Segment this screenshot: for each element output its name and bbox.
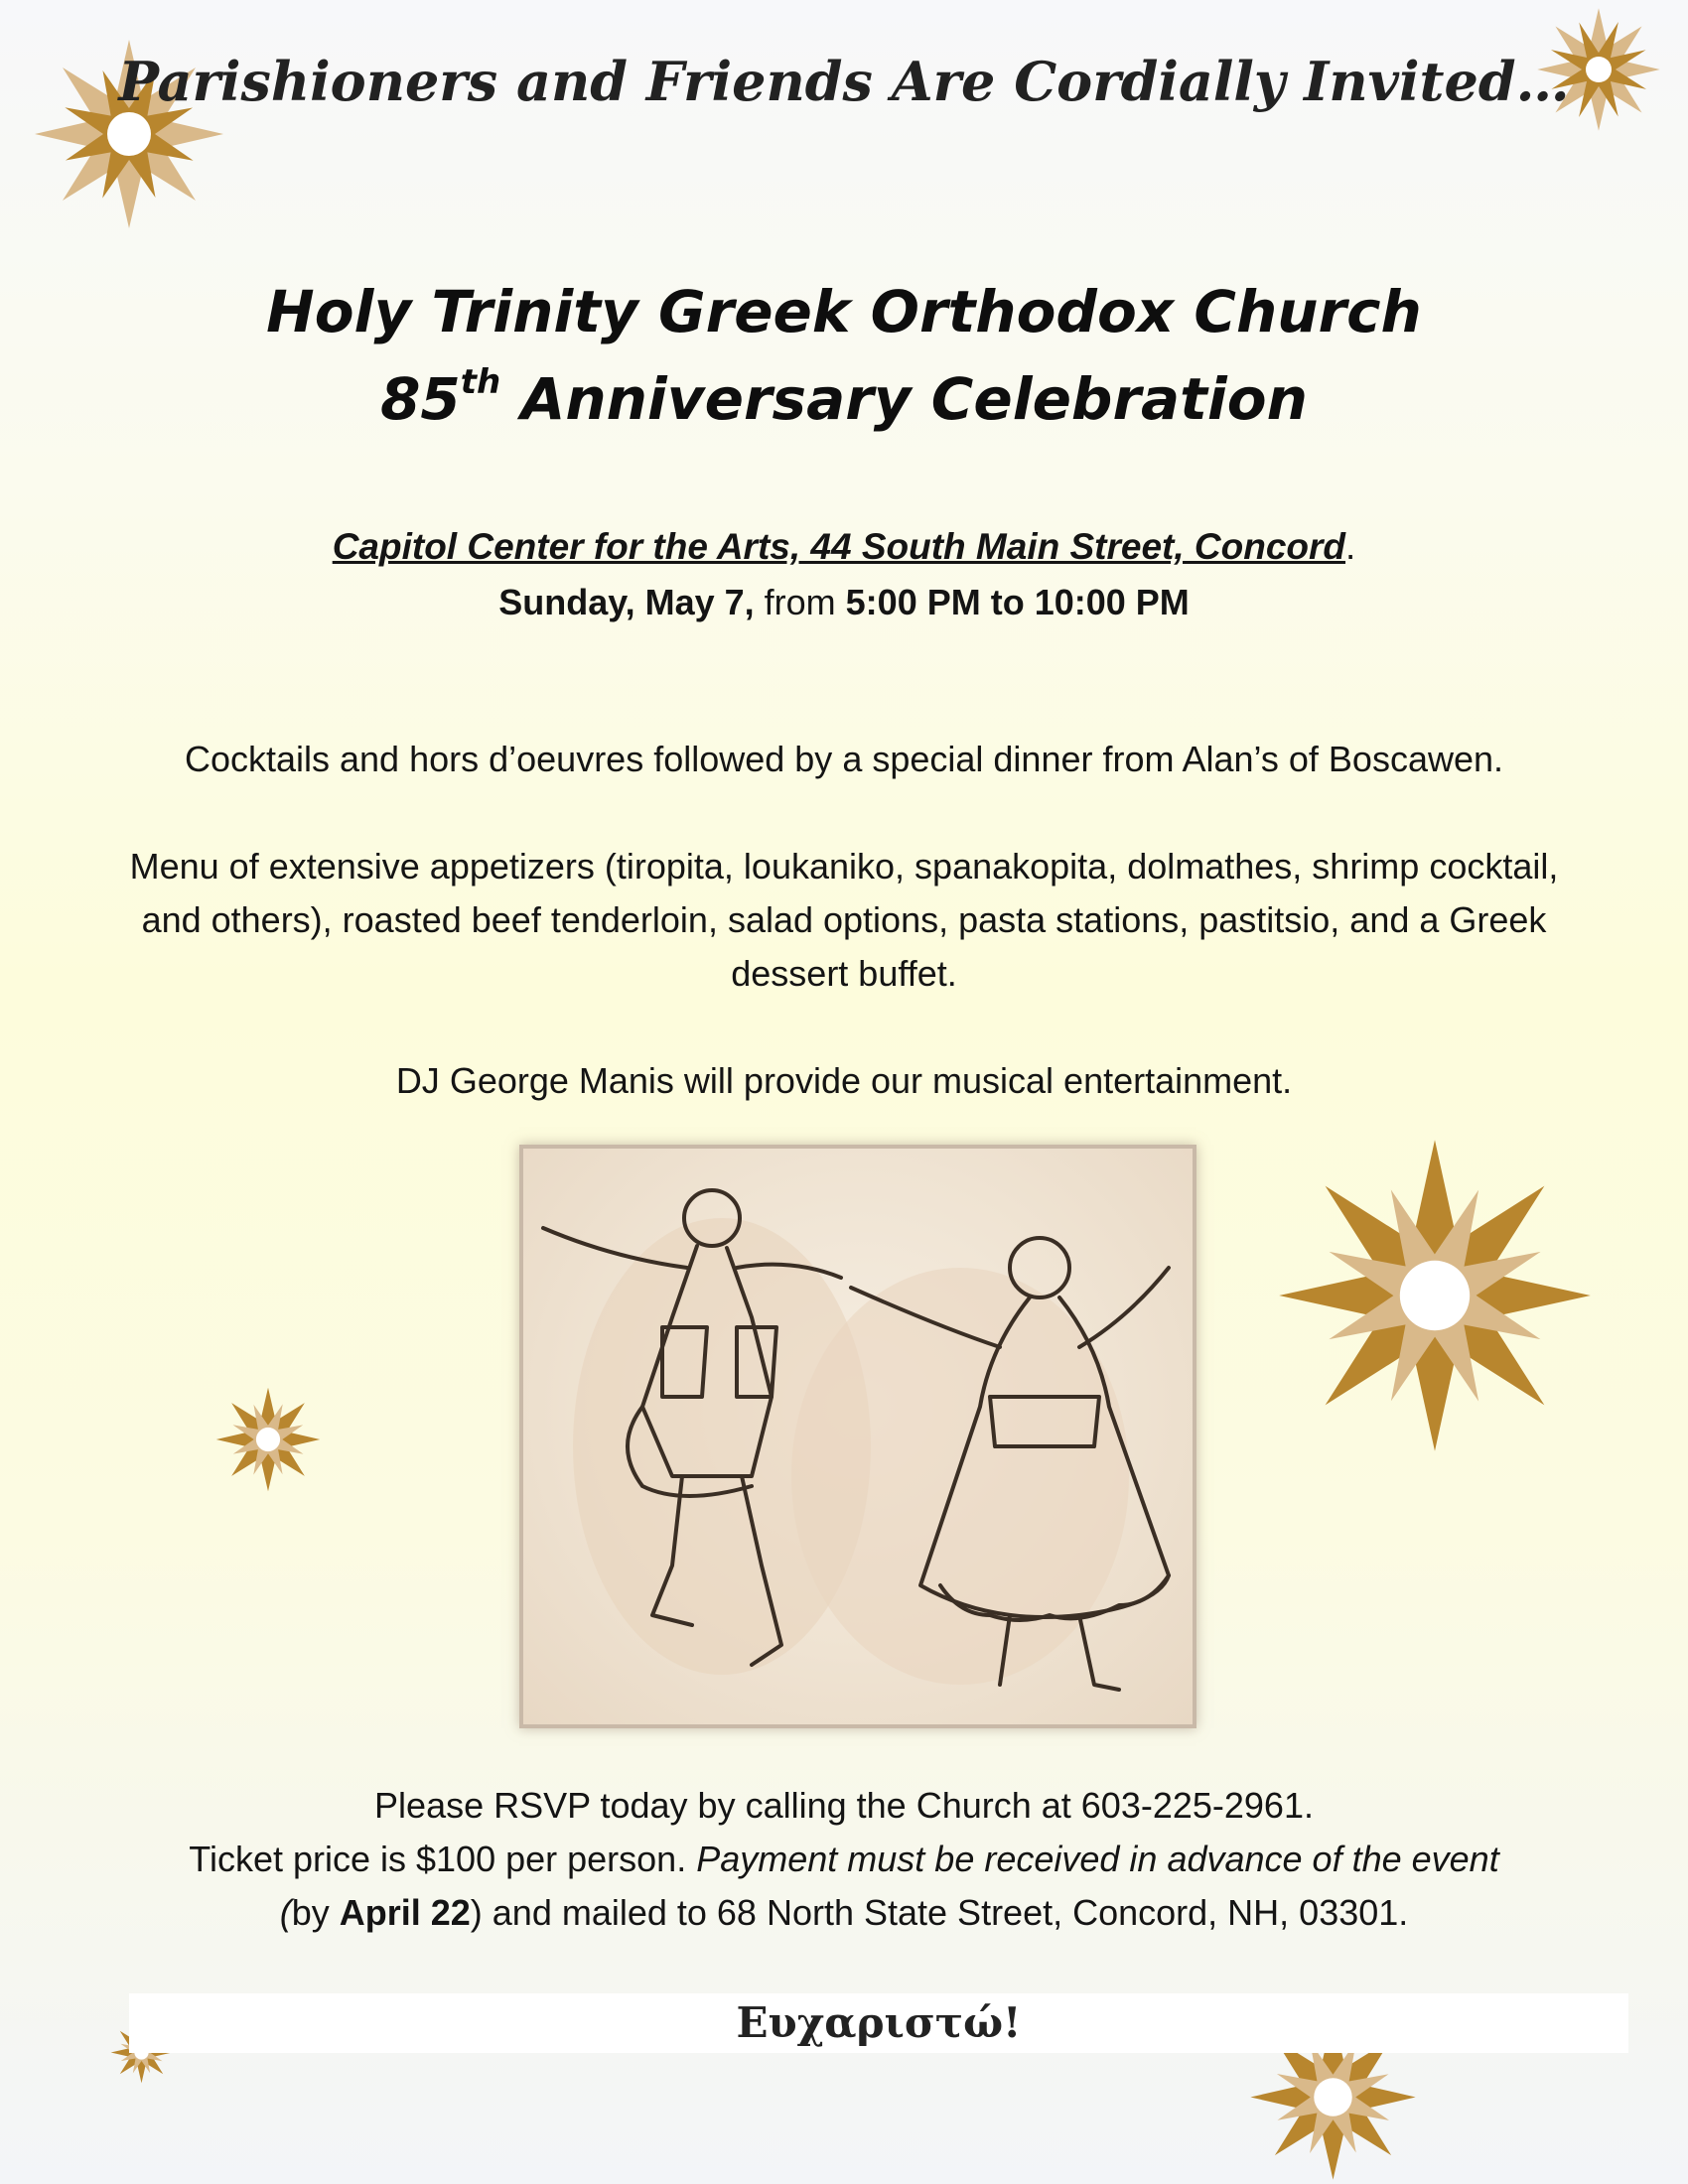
anniversary-text: Anniversary Celebration <box>500 365 1308 433</box>
rsvp-block <box>99 1779 1589 1940</box>
anniversary-line <box>0 355 1688 443</box>
date-line <box>0 582 1688 623</box>
thank-you-banner: Ευχαριστώ! <box>129 1993 1628 2053</box>
event-title <box>0 268 1688 443</box>
payment-deadline: April 22 <box>339 1892 471 1933</box>
ticket-line <box>99 1833 1589 1886</box>
sunburst-star-icon <box>213 1385 323 1494</box>
invitation-tagline: Parishioners and Friends Are Cordially Invited… <box>118 50 1570 113</box>
dinner-paragraph: Cocktails and hors d’oeuvres followed by a special dinner from Alan’s of Boscawen. <box>184 739 1504 779</box>
paren-open: ( <box>279 1892 292 1933</box>
entertainment-paragraph: DJ George Manis will provide our musical entertainment. <box>395 1060 1293 1101</box>
event-date: Sunday, May 7, <box>498 582 755 622</box>
event-time: 5:00 PM to 10:00 PM <box>845 582 1190 622</box>
venue-period: . <box>1345 526 1356 567</box>
ordinal-suffix: th <box>460 362 501 402</box>
ticket-price: Ticket price is $100 per person. <box>189 1839 697 1879</box>
mailing-line <box>99 1886 1589 1940</box>
church-name: Holy Trinity Greek Orthodox Church <box>266 278 1422 345</box>
venue-line <box>0 526 1688 568</box>
by-text: by <box>291 1892 340 1933</box>
greek-dancers-illustration <box>523 1149 1193 1724</box>
venue-location: Capitol Center for the Arts, 44 South Main Street, Concord <box>332 526 1346 567</box>
mailing-address: ) and mailed to 68 North State Street, Concord, NH, 03301. <box>470 1892 1409 1933</box>
anniversary-number: 85 <box>380 365 461 433</box>
sunburst-star-icon <box>1276 1137 1594 1454</box>
menu-paragraph: Menu of extensive appetizers (tiropita, loukaniko, spanakopita, dolmathes, shrimp cocktail, and others), roasted beef tenderloin, salad options, pasta stations, pastitsio, and a Greek dessert buffet. <box>129 846 1559 994</box>
payment-note: Payment must be received in advance of the event <box>696 1839 1499 1879</box>
rsvp-line: Please RSVP today by calling the Church at 603-225-2961. <box>374 1785 1314 1826</box>
date-from: from <box>754 582 846 622</box>
